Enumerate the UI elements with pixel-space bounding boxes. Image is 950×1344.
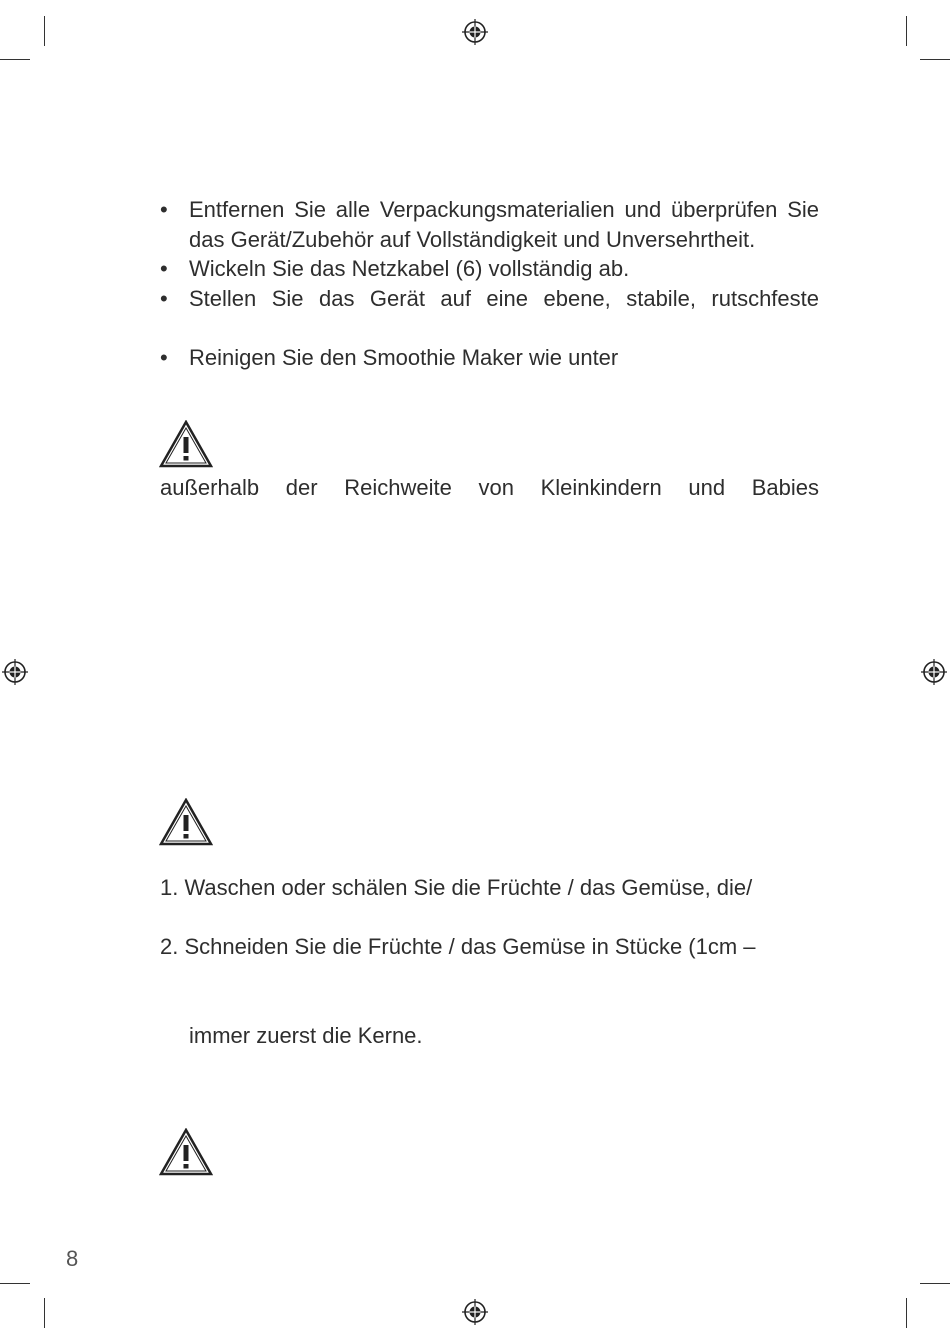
bullet-text-line: das Gerät/Zubehör auf Vollständigkeit und Unversehrtheit. <box>189 227 756 252</box>
step-item: 1. Waschen oder schälen Sie die Früchte / das Gemüse, die/ <box>160 875 753 900</box>
step-item: 2. Schneiden Sie die Früchte / das Gemüse in Stücke (1cm – <box>160 934 756 959</box>
page-number: 8 <box>66 1246 79 1271</box>
crop-mark-bottom-right-vertical <box>906 1298 907 1328</box>
bullet-symbol: • <box>160 286 168 311</box>
bullet-symbol: • <box>160 256 168 281</box>
registration-mark-icon <box>2 659 28 685</box>
crop-mark-top-right-horizontal <box>920 59 950 60</box>
warning-triangle-icon <box>159 1128 213 1176</box>
warning-triangle-icon <box>159 420 213 468</box>
registration-mark-icon <box>921 659 947 685</box>
bullet-text-line: Stellen Sie das Gerät auf eine ebene, stabile, rutschfeste <box>189 286 819 311</box>
step-continuation: immer zuerst die Kerne. <box>189 1023 423 1048</box>
bullet-text-line: Wickeln Sie das Netzkabel (6) vollständig ab. <box>189 256 630 281</box>
registration-mark-icon <box>462 19 488 45</box>
crop-mark-top-right-vertical <box>906 16 907 46</box>
warning-text: außerhalb der Reichweite von Kleinkindern und Babies <box>160 475 819 500</box>
bullet-text-line: Reinigen Sie den Smoothie Maker wie unter <box>189 345 619 370</box>
crop-mark-bottom-right-horizontal <box>920 1283 950 1284</box>
crop-mark-top-left-horizontal <box>0 59 30 60</box>
crop-mark-bottom-left-vertical <box>44 1298 45 1328</box>
crop-mark-bottom-left-horizontal <box>0 1283 30 1284</box>
registration-mark-icon <box>462 1299 488 1325</box>
warning-triangle-icon <box>159 798 213 846</box>
bullet-symbol: • <box>160 197 168 222</box>
bullet-symbol: • <box>160 345 168 370</box>
bullet-text-line: Entfernen Sie alle Verpackungsmaterialien und überprüfen Sie <box>189 197 819 222</box>
crop-mark-top-left-vertical <box>44 16 45 46</box>
